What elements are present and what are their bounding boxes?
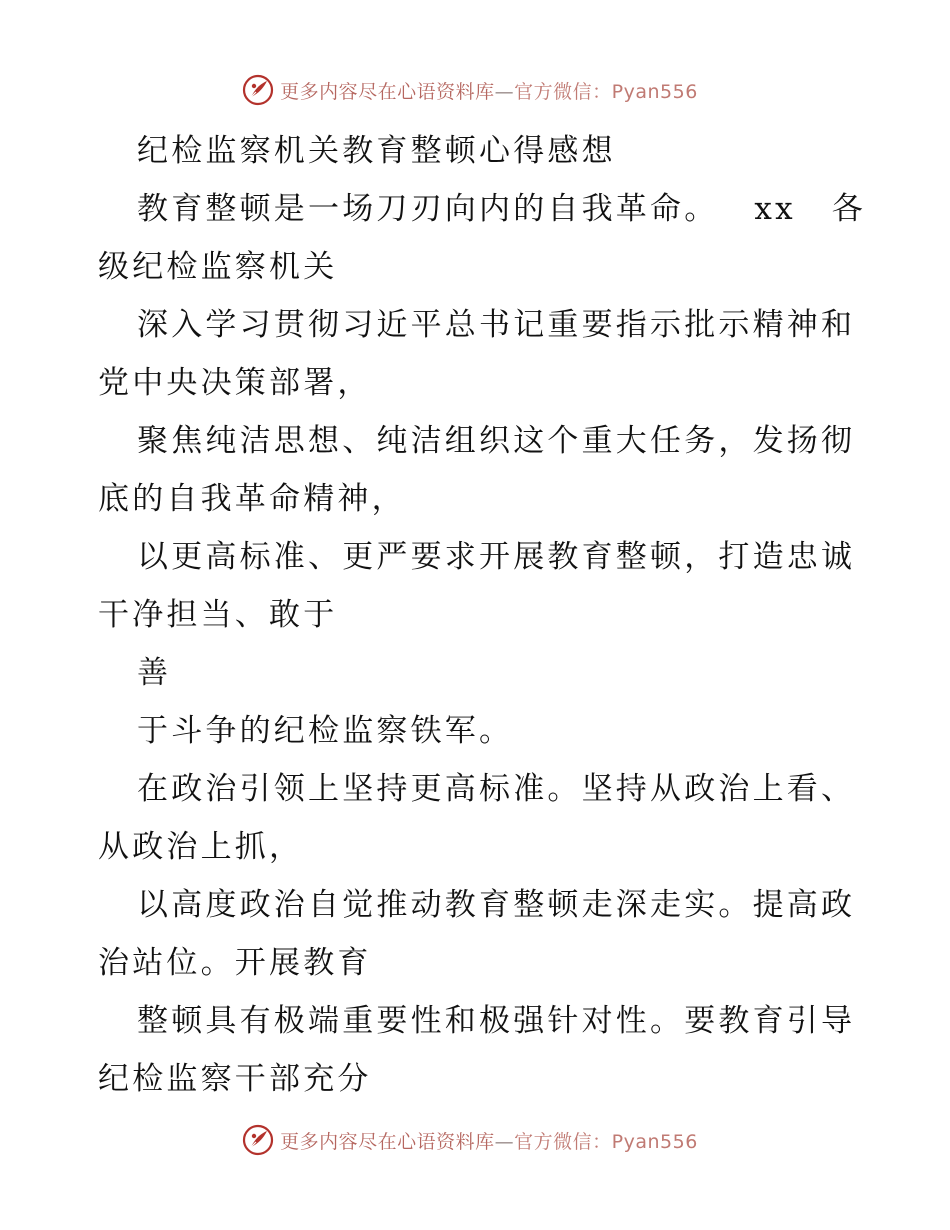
watermark-wechat: 官方微信：Pyan556 [514,1130,698,1153]
line-text: 教育整顿是一场刀刃向内的自我革命。 [137,191,719,227]
paragraph-line [98,180,866,238]
paragraph-line: 整顿具有极端重要性和极强针对性。要教育引导 [137,1003,856,1039]
paragraph-line: 治站位。开展教育 [98,945,372,981]
quill-pen-logo-icon [242,1124,274,1156]
paragraph-line: 纪检监察干部充分 [98,1061,372,1097]
paragraph-line: 深入学习贯彻习近平总书记重要指示批示精神和 [137,307,856,343]
footer-watermark-inner [242,1124,698,1156]
watermark-separator: — [494,80,515,103]
paragraph-line: 以更高标准、更严要求开展教育整顿，打造忠诚 [137,539,856,575]
paragraph-line: 于斗争的纪检监察铁军。 [137,713,514,749]
line-extra: xx [754,191,796,227]
watermark-separator: — [494,1130,515,1153]
paragraph-line: 善 [137,655,172,691]
paragraph-line: 以高度政治自觉推动教育整顿走深走实。提高政 [137,887,856,923]
document-title: 纪检监察机关教育整顿心得感想 [137,133,616,169]
quill-pen-logo-icon [242,74,274,106]
line-tail: 各 [831,191,866,227]
paragraph-line: 干净担当、敢于 [98,597,338,633]
paragraph-line: 聚焦纯洁思想、纯洁组织这个重大任务，发扬彻 [137,423,856,459]
paragraph-line: 在政治引领上坚持更高标准。坚持从政治上看、 [137,771,856,807]
watermark-main: 更多内容尽在心语资料库 [280,1130,495,1153]
paragraph-line: 党中央决策部署， [98,365,372,401]
header-watermark [0,70,950,110]
watermark-main: 更多内容尽在心语资料库 [280,80,495,103]
document-body [98,122,866,1108]
watermark-text [280,77,698,104]
paragraph-line: 级纪检监察机关 [98,249,338,285]
paragraph-line: 底的自我革命精神， [98,481,406,517]
header-watermark-inner [242,74,698,106]
watermark-text [280,1127,698,1154]
paragraph-line: 从政治上抓， [98,829,304,865]
footer-watermark [0,1120,950,1160]
watermark-wechat: 官方微信：Pyan556 [514,80,698,103]
